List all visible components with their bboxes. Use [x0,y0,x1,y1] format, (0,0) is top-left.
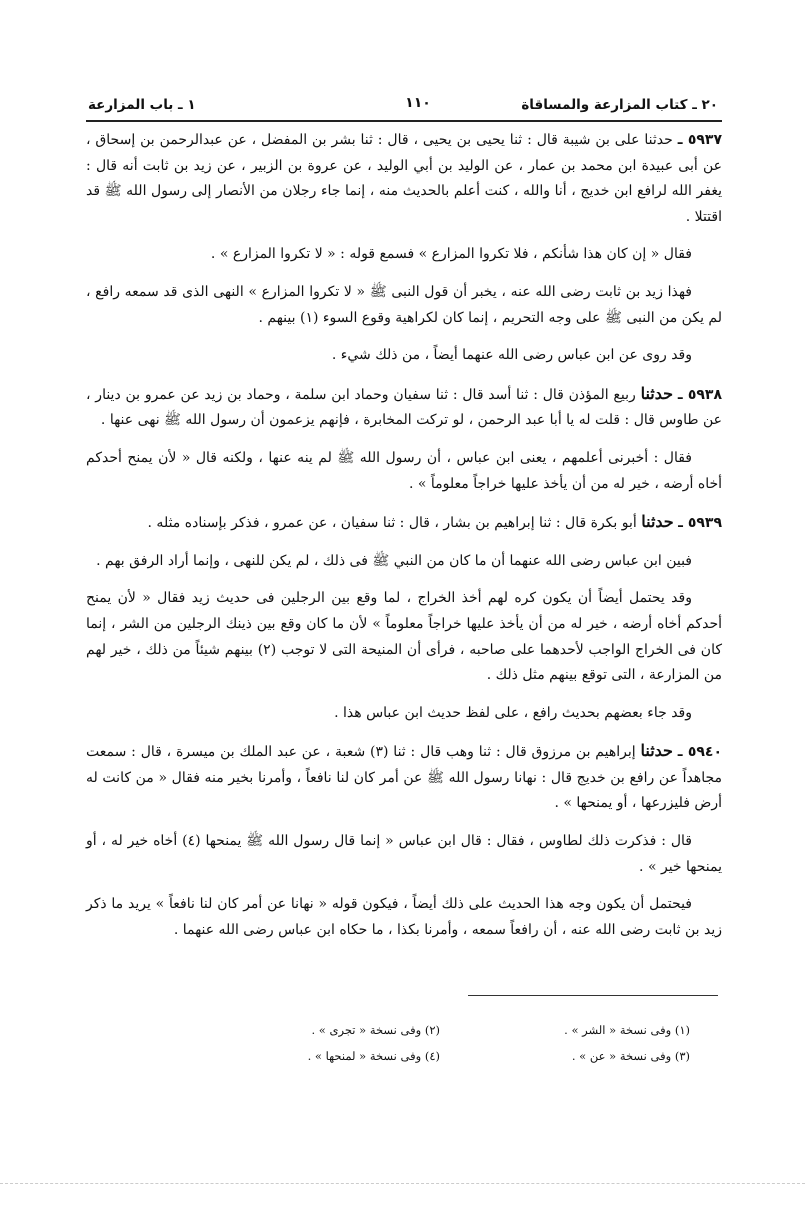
main-text [86,128,722,955]
paragraph-text: إبراهيم بن مرزوق قال : ثنا وهب قال : ثنا (٣) شعبة ، عن عبد الملك بن ميسرة ، قال : سمعت مجاهداً عن رافع بن خديج قال : نهانا رسول الله ﷺ عن أمر كان لنا نافعاً ، وأمرنا بخير منه فقال « من كانت له أرض فليزرعها ، أو يمنحها » . [86,744,722,812]
paragraph [86,829,722,880]
paragraph [86,701,722,727]
paragraph [86,892,722,943]
footnote-3: (٣) وفى نسخة « عن » . [571,1049,690,1063]
paragraph-text: فيحتمل أن يكون وجه هذا الحديث على ذلك أيضاً ، فيكون قوله « نهانا عن أمر كان لنا نافعاً » يريد ما ذكر زيد بن ثابت رضى الله عنه ، أن رافعاً سمعه ، وأمرنا بكذا ، ما حكاه ابن عباس رضى الله عنهما . [86,896,722,938]
paragraph-text: فقال : أخبرنى أعلمهم ، يعنى ابن عباس ، أن رسول الله ﷺ لم ينه عنها ، ولكنه قال « لأن يمنح أحدكم أخاه أرضه ، خير له من أن يأخذ عليها خراجاً معلوماً » . [86,449,722,492]
page-header [88,93,718,117]
paragraph [86,549,722,575]
hadith-5937 [86,128,722,230]
paragraph-text: فهذا زيد بن ثابت رضى الله عنه ، يخبر أن قول النبى ﷺ « لا تكروا المزارع » النهى الذى قد سمعه رافع ، لم يكن من النبى ﷺ على وجه التحريم ، إنما كان لكراهية وقوع السوء (١) بينهم . [86,283,722,326]
paragraph-text: حدثنا على بن شيبة قال : ثنا يحيى بن يحيى ، قال : ثنا بشر بن المفضل ، عن عبدالرحمن بن إسحاق ، عن أبى عبيدة ابن محمد بن عمار ، عن الوليد بن أبي الوليد ، عن عروة بن الزبير ، عن زيد بن ثابت أنه قال : يغفر الله لرافع ابن خديج ، أنا والله ، كنت أعلم بالحديث منه ، إنما جاء رجلان من الأنصار إلى رسول الله ﷺ قد اقتتلا . [86,132,722,225]
hadith-number: ٥٩٣٨ ـ [677,386,722,403]
haddathana-word: حدثنا [641,512,674,532]
haddathana-word: حدثنا [640,741,673,761]
footnote-1: (١) وفى نسخة « الشر » . [564,1023,690,1037]
header-rule [86,120,722,122]
hadith-number: ٥٩٣٧ ـ [677,132,722,148]
hadith-5938 [86,381,722,434]
hadith-number: ٥٩٤٠ ـ [677,744,723,761]
section-title: ١ ـ باب المزارعة [88,97,196,113]
paragraph-text: وقد روى عن ابن عباس رضى الله عنهما أيضاً ، من ذلك شيء . [331,347,692,364]
hadith-number: ٥٩٣٩ ـ [678,515,722,532]
footnote-rule [468,995,718,996]
paragraph-text: وقد يحتمل أيضاً أن يكون كره لهم أخذ الخراج ، لما وقع بين الرجلين فى حديث زيد فقال « لأن يمنح أحدكم أخاه أرضه ، خير له من أن يأخذ عليها خراجاً معلوماً » لأن ما كان وقع بين ذينك الرجلين من الشر ، إنما كان فى الخراج الواجب لأحدهما على صاحبه ، فرأى أن المنيحة التى لا توجب (٢) بينهم شيئاً من ذلك ، خير لهم من المزارعة ، التى توقع بينهم مثل ذلك . [86,590,722,684]
scan-edge-line [0,1183,805,1184]
paragraph-text: فقال « إن كان هذا شأنكم ، فلا تكروا المزارع » فسمع قوله : « لا تكروا المزارع » . [210,246,692,263]
paragraph-text: قال : فذكرت ذلك لطاوس ، فقال : قال ابن عباس « إنما قال رسول الله ﷺ يمنحها (٤) أخاه خير له ، أو يمنحها خير » . [86,833,722,875]
footnote-2: (٢) وفى نسخة « تجرى » . [311,1023,440,1037]
paragraph [86,586,722,688]
paragraph [86,242,722,268]
page-number: ١١٠ [405,95,431,111]
haddathana-word: حدثنا [640,383,674,403]
footnote-4: (٤) وفى نسخة « لمنحها » . [307,1049,440,1063]
paragraph-text: وقد جاء بعضهم بحديث رافع ، على لفظ حديث ابن عباس هذا . [334,704,692,721]
hadith-5940 [86,738,722,817]
chapter-title: ٢٠ ـ كتاب المزارعة والمساقاة [521,97,718,113]
paragraph [86,446,722,497]
paragraph-text: أبو بكرة قال : ثنا إبراهيم بن بشار ، قال : ثنا سفيان ، عن عمرو ، فذكر بإسناده مثله . [147,515,637,532]
hadith-5939 [86,509,722,537]
paragraph-text: فبين ابن عباس رضى الله عنهما أن ما كان من النبي ﷺ فى ذلك ، لم يكن للنهى ، وإنما أراد الرفق بهم . [96,552,692,569]
paragraph [86,343,722,369]
paragraph-text: ربيع المؤذن قال : ثنا أسد قال : ثنا سفيان وحماد ابن سلمة ، وحماد بن زيد عن عمرو بن دينار ، عن طاوس قال : قلت له يا أبا عبد الرحمن ، لو تركت المخابرة ، فإنهم يزعمون أن رسول الله ﷺ نهى عنها . [86,386,722,429]
paragraph [86,280,722,331]
